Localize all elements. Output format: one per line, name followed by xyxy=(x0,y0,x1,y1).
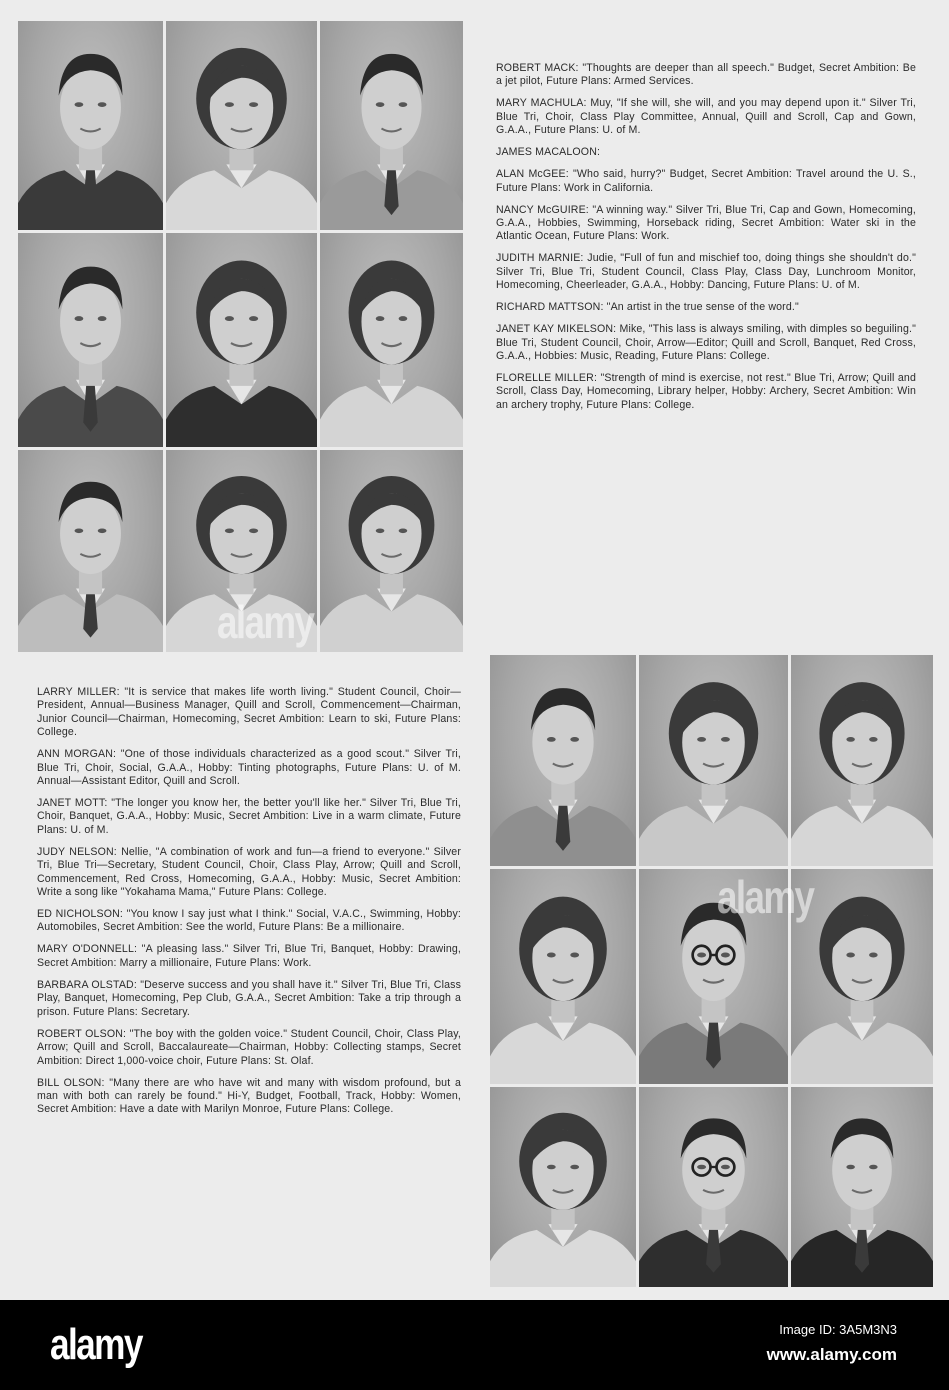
student-bio xyxy=(496,252,916,292)
student-description: "Deserve success and you shall have it." Silver Tri, Blue Tri, Class Play, Banquet, Homecoming, Pep Club, G.A.A., Secret Ambition: Take a trip through a prison. Future Plans: Secretary. xyxy=(37,978,462,1018)
student-bio xyxy=(496,372,916,412)
student-name: JANET KAY MIKELSON: xyxy=(496,323,617,336)
portrait-photo xyxy=(791,655,933,866)
portrait-photo xyxy=(791,1087,933,1287)
student-name: ED NICHOLSON: xyxy=(37,908,124,921)
student-bio xyxy=(37,1077,461,1117)
student-description: "Strength of mind is exercise, not rest." Blue Tri, Arrow; Quill and Scroll, Class Day, Homecoming, Library helper, Hobby: Archery, Secret Ambition: Win an archery trophy, Future Plans: College. xyxy=(496,372,916,411)
student-bio xyxy=(37,979,461,1019)
student-name: JUDY NELSON: xyxy=(37,845,117,858)
portrait-photo xyxy=(490,655,636,866)
student-bio xyxy=(37,908,461,935)
student-description: Nellie, "A combination of work and fun—a friend to everyone." Silver Tri, Blue Tri—Secretary, Student Council, Choir, Class Play, Arrow; Quill and Scroll, Commencement, Red Cross, Homecoming, G.A.A., Hobby: Music, Secret Ambition: Write a song like "Yokahama Mama," Future Plans: College. xyxy=(37,845,462,899)
bio-column-right xyxy=(496,62,916,421)
student-name: JUDITH MARNIE: xyxy=(496,252,584,265)
student-description: "You know I say just what I think." Social, V.A.C., Swimming, Hobby: Automobiles, Secret Ambition: See the world, Future Plans: Be a millionaire. xyxy=(37,908,461,934)
student-description: "The boy with the golden voice." Student Council, Choir, Class Play, Arrow; Quill and Scroll, Baccalaureate—Chairman, Hobby: Collecting stamps, Secret Ambition: Direct 1,000-voice choir, Future Plans: St. Olaf. xyxy=(37,1027,462,1067)
student-name: LARRY MILLER: xyxy=(37,686,120,698)
student-bio xyxy=(496,323,916,363)
student-bio xyxy=(496,204,916,244)
site-url: www.alamy.com xyxy=(766,1345,897,1364)
student-name: NANCY McGUIRE: xyxy=(496,203,589,216)
portrait-photo xyxy=(320,450,463,652)
portrait-photo xyxy=(18,21,163,230)
student-bio xyxy=(496,62,916,89)
student-bio xyxy=(37,846,461,900)
portrait-photo xyxy=(18,233,163,447)
student-name: ALAN McGEE: xyxy=(496,168,569,181)
student-name: BARBARA OLSTAD: xyxy=(37,978,137,991)
student-name: FLORELLE MILLER: xyxy=(496,372,598,385)
portrait-photo xyxy=(166,21,317,230)
student-bio xyxy=(496,301,916,314)
student-description: "The longer you know her, the better you'll like her." Silver Tri, Blue Tri, Choir, Banquet, G.A.A., Hobby: Music, Secret Ambition: Live in a warm climate, Future Plans: U. of M. xyxy=(37,797,461,836)
student-name: BILL OLSON: xyxy=(37,1076,105,1089)
portrait-photo xyxy=(320,233,463,447)
portrait-photo xyxy=(490,1087,636,1287)
student-description: Mike, "This lass is always smiling, with dimples so beguiling." Blue Tri, Student Council, Choir, Arrow—Editor; Quill and Scroll, Banquet, Red Cross, G.A.A., Hobbies: Music, Reading, Future Plans: College. xyxy=(496,323,916,363)
student-description: "One of those individuals characterized as a good scout." Silver Tri, Blue Tri, Choir, Social, G.A.A., Hobby: Tinting photographs, Future Plans: U. of M. Annual—Assistant Editor, Quill and Scroll. xyxy=(37,748,462,788)
student-description: Judie, "Full of fun and mischief too, doing things she shouldn't do." Silver Tri, Blue Tri, Student Council, Class Play, Class Day, Lunchroom Monitor, Homecoming, Cheerleader, G.A.A., Hobby: Dancing, Future Plans: U. of M. xyxy=(496,252,916,292)
bottom-photo-grid xyxy=(490,655,933,1287)
student-name: JANET MOTT: xyxy=(37,797,108,810)
portrait-photo xyxy=(639,869,788,1084)
portrait-photo xyxy=(320,21,463,230)
student-description: Muy, "If she will, she will, and you may depend upon it." Silver Tri, Blue Tri, Choir, Class Play Committee, Annual, Quill and Scroll, Cap and Gown, G.A.A., Future Plans: U. of M. xyxy=(496,97,916,137)
alamy-logo: alamy xyxy=(50,1320,142,1369)
student-bio xyxy=(496,146,916,159)
student-bio xyxy=(37,1028,461,1068)
student-description: "Many there are who have wit and many with wisdom profound, but a man with both can rarely be found." Hi-Y, Budget, Football, Track, Hobby: Women, Secret Ambition: Have a date with Marilyn Monroe, Future Plans: College. xyxy=(37,1076,461,1116)
portrait-photo xyxy=(166,233,317,447)
student-description: "A winning way." Silver Tri, Blue Tri, Cap and Gown, Homecoming, G.A.A., Hobbies, Swimming, Horseback riding, Secret Ambition: Water ski in the Atlantic Ocean, Future Plans: Work. xyxy=(496,203,916,243)
bio-column-left xyxy=(37,686,461,1125)
student-name: MARY MACHULA: xyxy=(496,97,587,110)
student-name: ROBERT OLSON: xyxy=(37,1027,127,1040)
portrait-photo xyxy=(166,450,317,652)
portrait-photo xyxy=(639,655,788,866)
portrait-photo xyxy=(791,869,933,1084)
student-name: MARY O'DONNELL: xyxy=(37,943,138,956)
watermark-text: alamy xyxy=(717,871,814,923)
student-name: RICHARD MATTSON: xyxy=(496,301,604,314)
student-name: ROBERT MACK: xyxy=(496,62,579,74)
portrait-photo xyxy=(490,869,636,1084)
student-bio xyxy=(37,943,461,970)
student-description: "Thoughts are deeper than all speech." Budget, Secret Ambition: Be a jet pilot, Future Plans: Armed Services. xyxy=(496,62,917,88)
stock-footer-bar xyxy=(0,1300,949,1390)
student-bio xyxy=(37,686,461,740)
student-description: "It is service that makes life worth living." Student Council, Choir—President, Annual—Business Manager, Quill and Scroll, Commencement—Chairman, Junior Council—Chairman, Homecoming, Secret Ambition: Learn to ski, Future Plans: College. xyxy=(37,686,462,739)
student-name: JAMES MACALOON: xyxy=(496,146,601,159)
portrait-photo xyxy=(639,1087,788,1287)
watermark-text: alamy xyxy=(217,596,314,648)
top-photo-grid xyxy=(18,21,463,652)
student-bio xyxy=(37,748,461,788)
student-bio xyxy=(496,168,916,195)
student-name: ANN MORGAN: xyxy=(37,748,117,761)
student-description: "A pleasing lass." Silver Tri, Blue Tri, Banquet, Hobby: Drawing, Secret Ambition: Marry a millionaire, Future Plans: Work. xyxy=(37,943,461,969)
image-id-label: Image ID: 3A5M3N3 xyxy=(779,1322,897,1337)
portrait-photo xyxy=(18,450,163,652)
student-bio xyxy=(37,797,461,837)
student-description: "An artist in the true sense of the word." xyxy=(606,301,799,314)
student-description: "Who said, hurry?" Budget, Secret Ambition: Travel around the U. S., Future Plans: Work in California. xyxy=(496,168,916,194)
student-bio xyxy=(496,97,916,137)
